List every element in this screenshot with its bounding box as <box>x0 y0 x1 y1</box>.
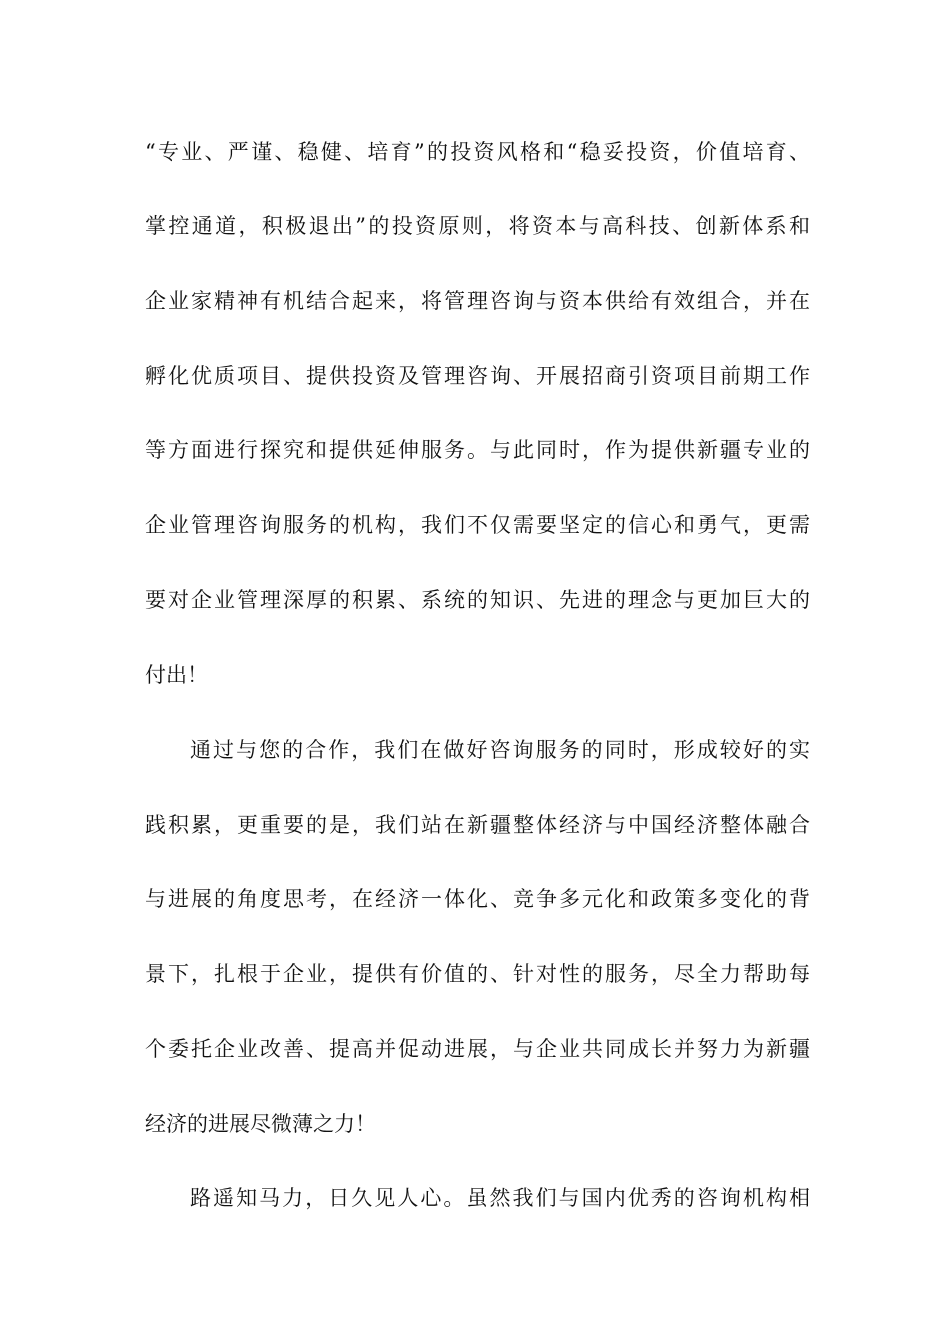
text-line: 等方面进行探究和提供延伸服务。与此同时，作为提供新疆专业的 <box>145 438 810 462</box>
text-line: 要对企业管理深厚的积累、系统的知识、先进的理念与更加巨大的 <box>145 588 810 612</box>
text-line: 个委托企业改善、提高并促动进展，与企业共同成长并努力为新疆 <box>145 1037 810 1061</box>
text-line: 掌控通道，积极退出”的投资原则，将资本与高科技、创新体系和 <box>145 214 810 238</box>
text-line: 孵化优质项目、提供投资及管理咨询、开展招商引资项目前期工作 <box>145 364 810 388</box>
text-line: “专业、严谨、稳健、培育”的投资风格和“稳妥投资，价值培育、 <box>145 140 810 164</box>
text-line: 付出！ <box>145 663 208 687</box>
text-line: 践积累，更重要的是，我们站在新疆整体经济与中国经济整体融合 <box>145 813 810 837</box>
paragraph-first-line: 通过与您的合作，我们在做好咨询服务的同时，形成较好的实 <box>190 738 810 762</box>
paragraph-first-line: 路遥知马力，日久见人心。虽然我们与国内优秀的咨询机构相 <box>190 1186 810 1210</box>
text-line: 经济的进展尽微薄之力！ <box>145 1112 376 1136</box>
text-line: 与进展的角度思考，在经济一体化、竞争多元化和政策多变化的背 <box>145 887 810 911</box>
text-line: 企业家精神有机结合起来，将管理咨询与资本供给有效组合，并在 <box>145 289 810 313</box>
text-line: 企业管理咨询服务的机构，我们不仅需要坚定的信心和勇气，更需 <box>145 513 810 537</box>
text-line: 景下，扎根于企业，提供有价值的、针对性的服务，尽全力帮助每 <box>145 962 810 986</box>
